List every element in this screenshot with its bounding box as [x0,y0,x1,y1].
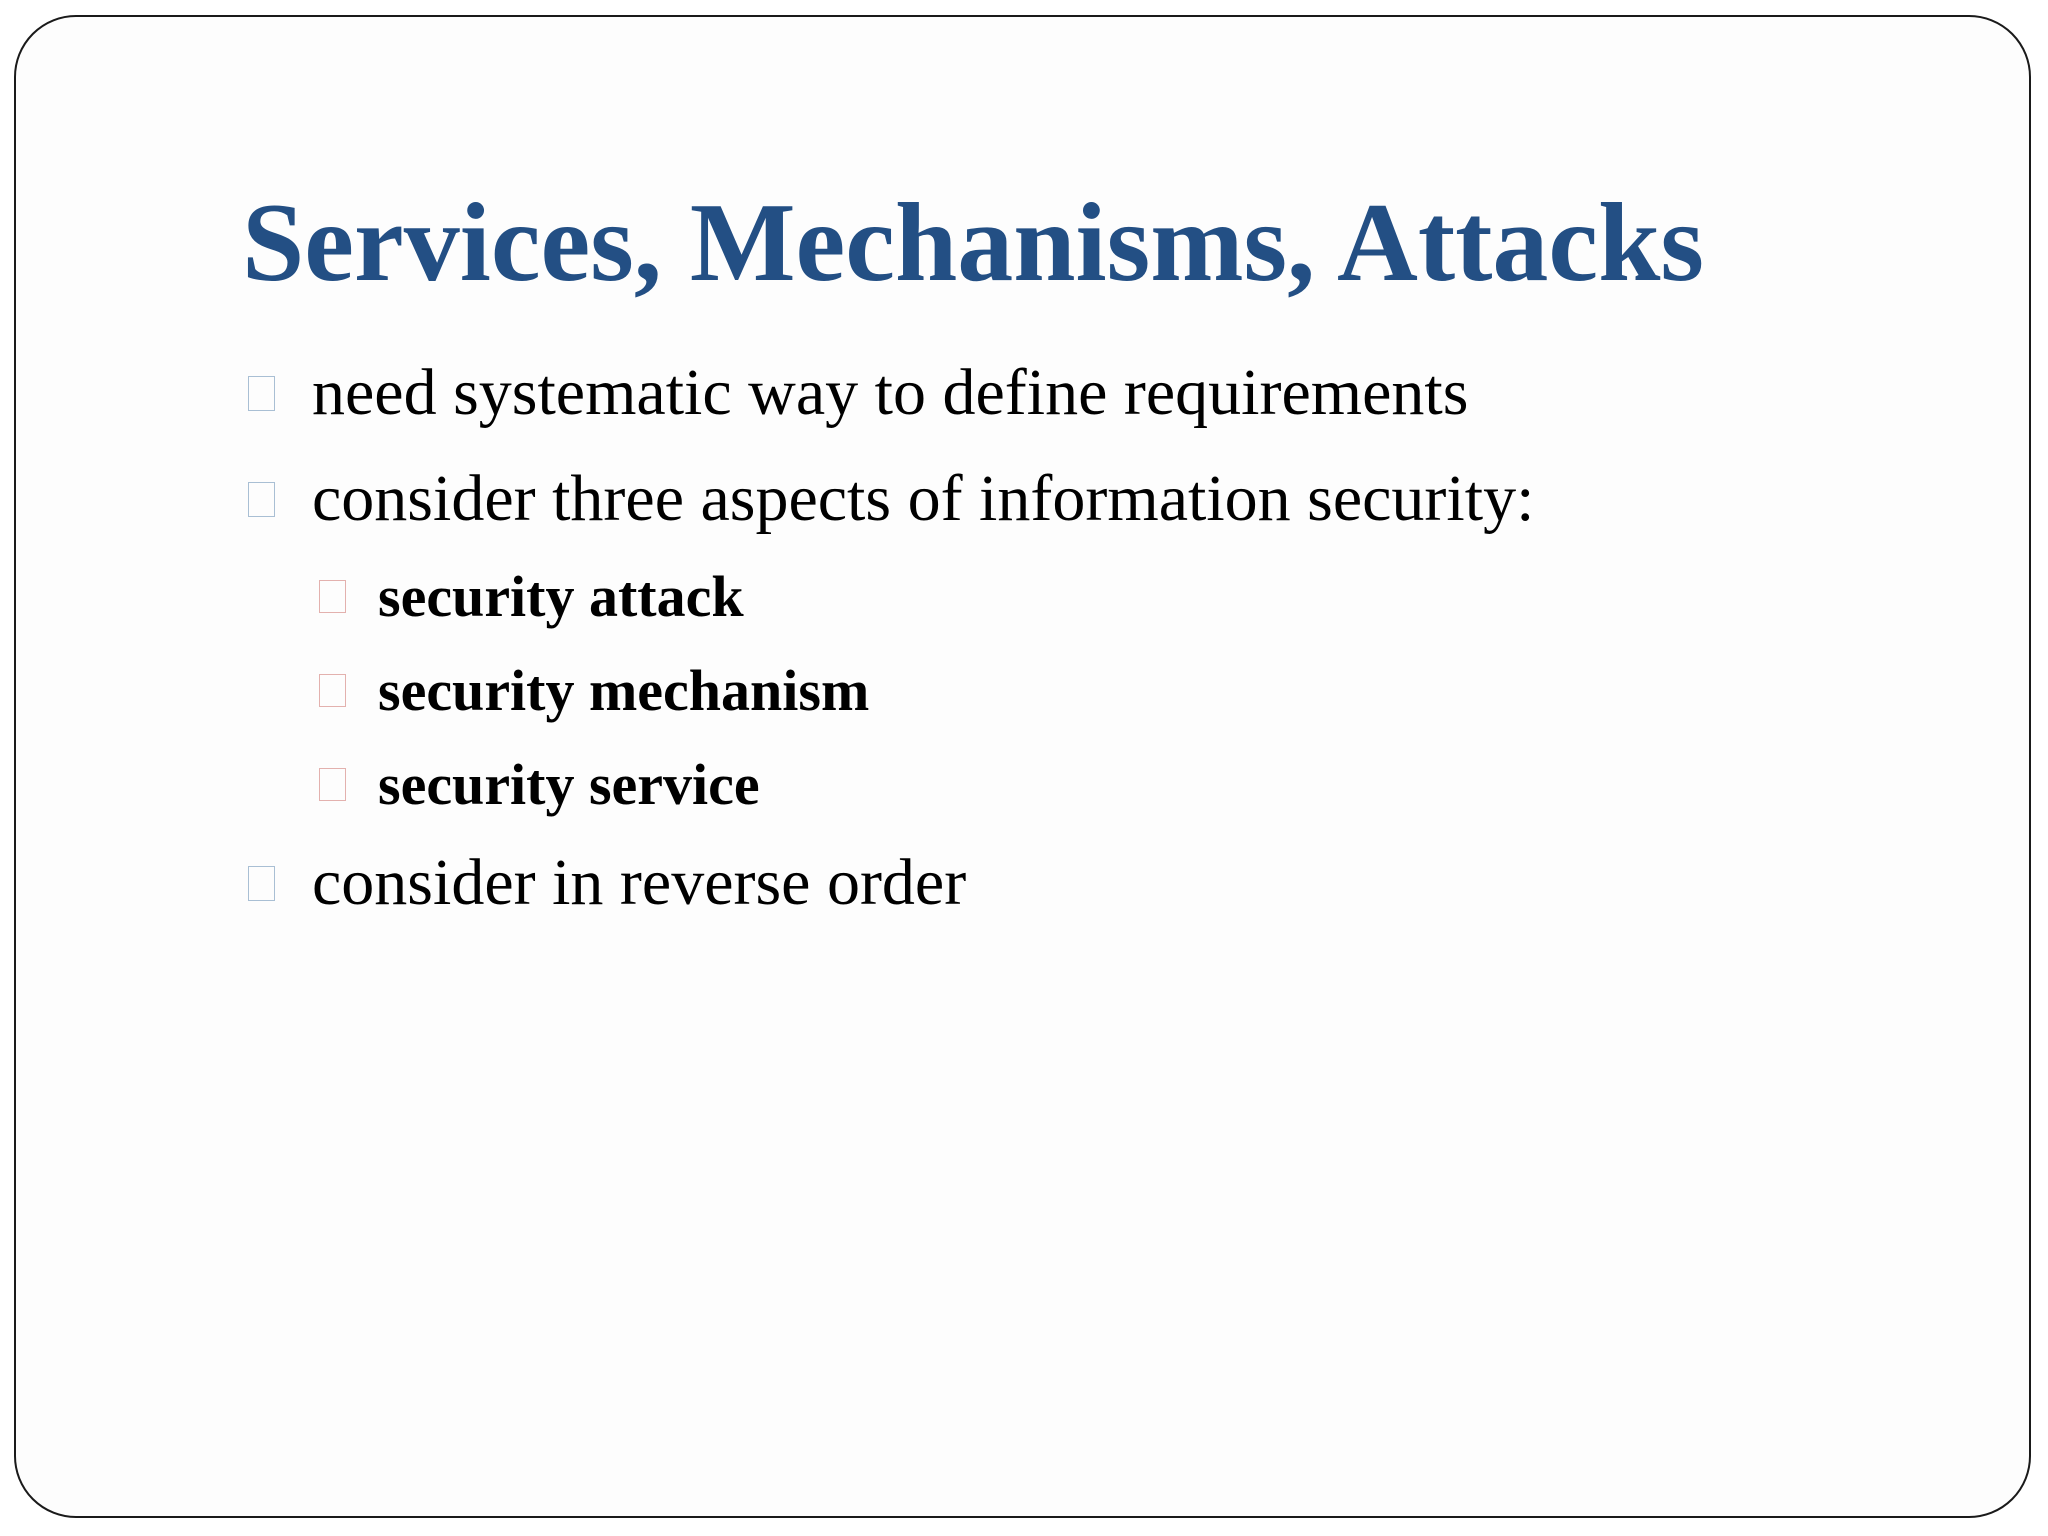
bullet-text: consider three aspects of information security: [312,462,1535,535]
sub-bullet-text: security service [378,751,760,817]
bullet-box-icon [248,866,275,901]
sub-bullet-item [319,563,1534,629]
bullet-item [248,846,1534,919]
bullet-box-icon [248,376,275,411]
sub-bullet-box-icon [319,674,346,707]
sub-bullet-box-icon [319,580,346,613]
sub-bullet-text: security attack [378,563,744,629]
sub-bullet-box-icon [319,768,346,801]
slide-title: Services, Mechanisms, Attacks [242,181,1705,305]
sub-bullet-list [248,563,1534,817]
bullet-item [248,356,1534,429]
sub-bullet-text: security mechanism [378,657,870,723]
bullet-text: consider in reverse order [312,846,967,919]
bullet-box-icon [248,482,275,517]
bullet-text: need systematic way to define requirements [312,356,1469,429]
bullet-list [248,356,1535,956]
slide-frame [14,15,2031,1518]
sub-bullet-item [319,657,1534,723]
sub-list-container [248,563,1534,817]
bullet-item [248,462,1535,535]
sub-bullet-item [319,751,1534,817]
